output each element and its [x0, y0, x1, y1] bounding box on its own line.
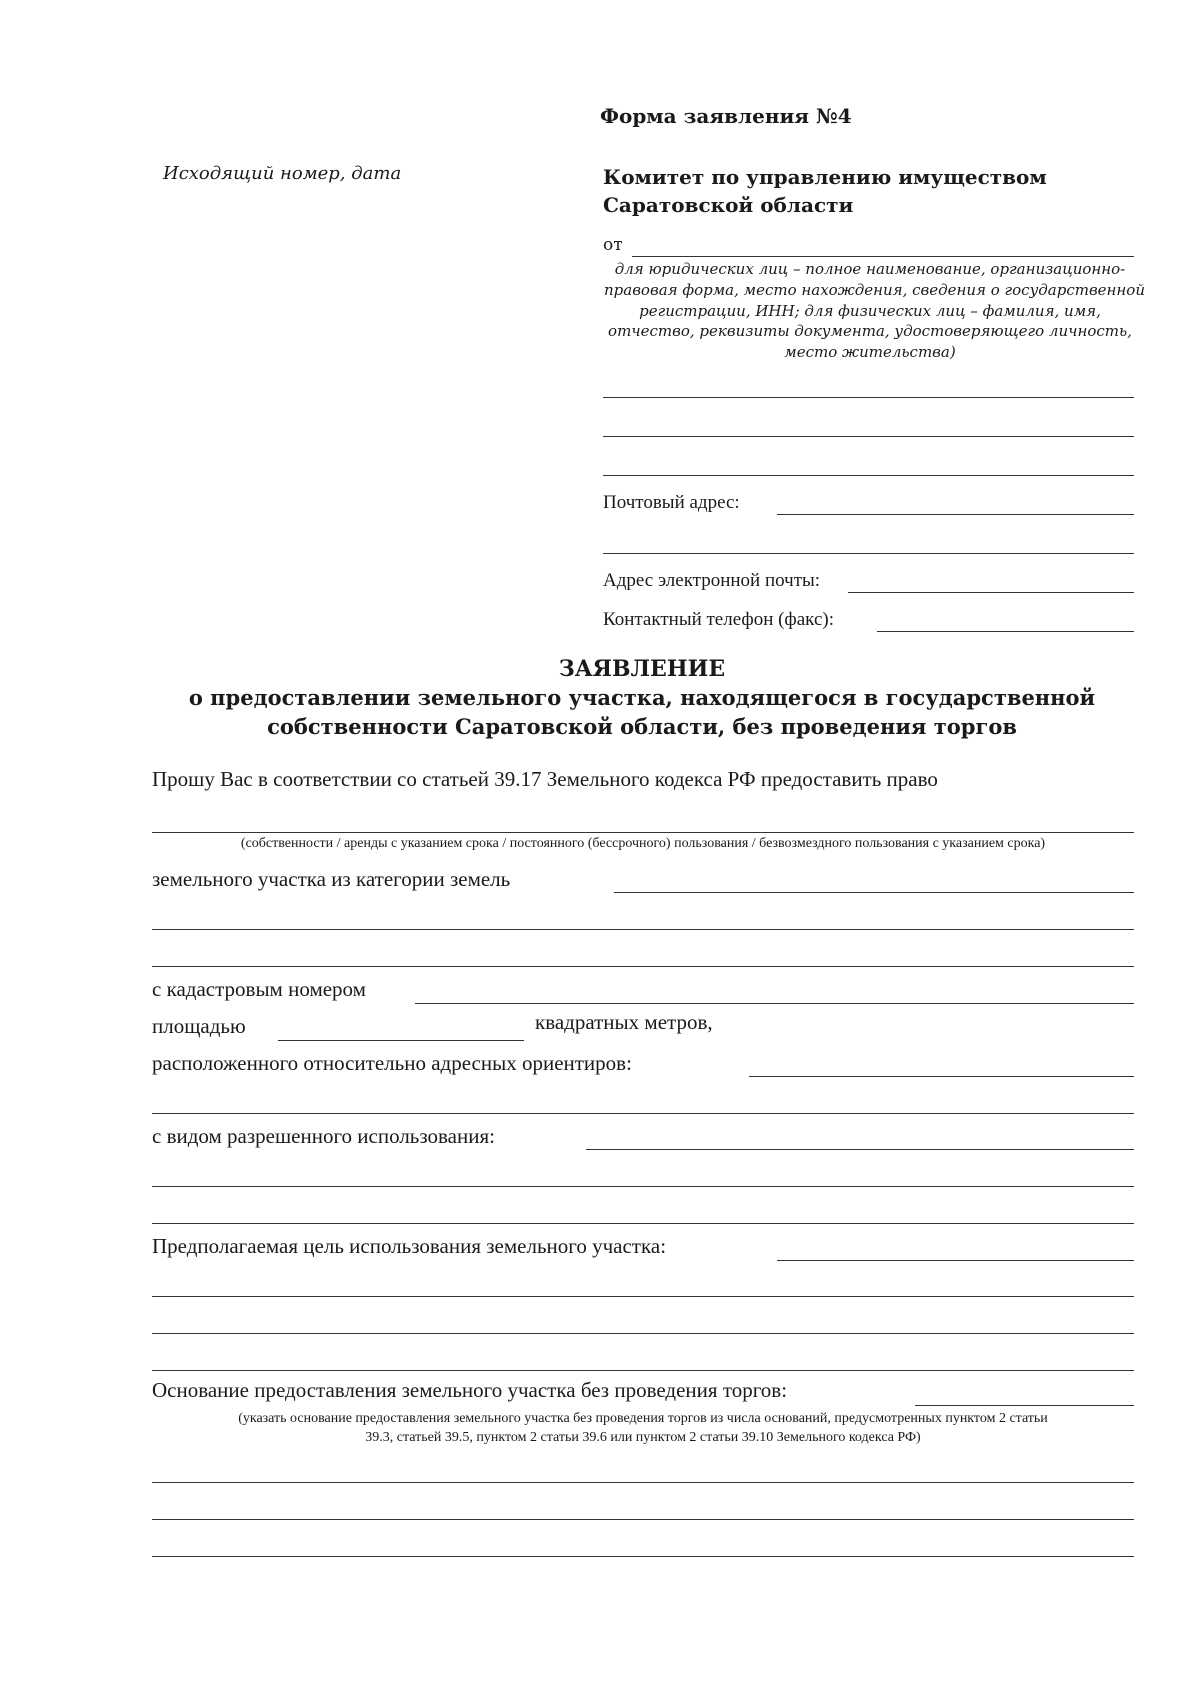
document-subtitle-2: собственности Саратовской области, без проведения торгов — [267, 714, 1017, 739]
permitted-use-label: с видом разрешенного использования: — [152, 1124, 495, 1148]
permitted-use-line-3[interactable] — [152, 1223, 1134, 1224]
applicant-line-3[interactable] — [603, 475, 1134, 476]
location-label: расположенного относительно адресных ориентиров: — [152, 1051, 632, 1075]
purpose-label: Предполагаемая цель использования земельного участка: — [152, 1234, 667, 1258]
applicant-hint-3: регистрации, ИНН; для физических лиц – фамилия, имя, — [639, 302, 1101, 320]
outgoing-number-label: Исходящий номер, дата — [163, 163, 402, 184]
phone-field[interactable] — [877, 631, 1134, 632]
purpose-field[interactable] — [777, 1260, 1134, 1261]
document-title: ЗАЯВЛЕНИЕ — [558, 656, 726, 682]
postal-address-label: Почтовый адрес: — [603, 492, 740, 513]
document-subtitle-1: о предоставлении земельного участка, находящегося в государственной — [188, 685, 1096, 710]
email-field[interactable] — [848, 592, 1134, 593]
purpose-line-3[interactable] — [152, 1333, 1134, 1334]
cadastral-number-field[interactable] — [415, 1003, 1134, 1004]
email-label: Адрес электронной почты: — [603, 570, 821, 591]
basis-line-2[interactable] — [152, 1482, 1134, 1483]
basis-field[interactable] — [915, 1405, 1134, 1406]
basis-hint-1: (указать основание предоставления земельного участка без проведения торгов из числа оснований, предусмотренных пунктом 2 статьи — [238, 1411, 1048, 1426]
postal-address-line-2[interactable] — [603, 553, 1134, 554]
purpose-line-2[interactable] — [152, 1296, 1134, 1297]
location-line-2[interactable] — [152, 1113, 1134, 1114]
land-category-label: земельного участка из категории земель — [152, 867, 511, 891]
location-field[interactable] — [749, 1076, 1134, 1077]
permitted-use-field[interactable] — [586, 1149, 1134, 1150]
purpose-line-4[interactable] — [152, 1370, 1134, 1371]
phone-label: Контактный телефон (факс): — [603, 609, 834, 630]
applicant-name-field[interactable] — [632, 256, 1134, 257]
basis-line-3[interactable] — [152, 1519, 1134, 1520]
right-type-field[interactable] — [152, 832, 1134, 833]
land-category-line-3[interactable] — [152, 966, 1134, 967]
land-category-field[interactable] — [614, 892, 1134, 893]
applicant-hint-5: место жительства) — [784, 343, 956, 361]
request-text: Прошу Вас в соответствии со статьей 39.17 Земельного кодекса РФ предоставить право — [152, 767, 938, 791]
from-label: от — [603, 235, 623, 255]
area-field[interactable] — [278, 1040, 524, 1041]
right-type-hint: (собственности / аренды с указанием срока / постоянного (бессрочного) пользования / безвозмездного пользования с указанием срока) — [240, 836, 1046, 851]
permitted-use-line-2[interactable] — [152, 1186, 1134, 1187]
basis-hint-2: 39.3, статьей 39.5, пунктом 2 статьи 39.6 или пунктом 2 статьи 39.10 Земельного кодекса РФ) — [365, 1430, 921, 1445]
form-title: Форма заявления №4 — [600, 104, 852, 128]
applicant-hint-1: для юридических лиц – полное наименование, организационно- — [614, 260, 1126, 278]
applicant-line-2[interactable] — [603, 436, 1134, 437]
applicant-hint-4: отчество, реквизиты документа, удостоверяющего личность, — [608, 322, 1132, 340]
cadastral-label: с кадастровым номером — [152, 977, 366, 1001]
area-label: площадью — [152, 1014, 246, 1038]
area-unit-label: квадратных метров, — [535, 1010, 713, 1034]
postal-address-field[interactable] — [777, 514, 1134, 515]
recipient-line-1: Комитет по управлению имуществом — [603, 165, 1047, 189]
applicant-hint-2: правовая форма, место нахождения, сведения о государственной — [604, 281, 1146, 299]
applicant-line-1[interactable] — [603, 397, 1134, 398]
recipient-line-2: Саратовской области — [603, 193, 854, 217]
basis-line-4[interactable] — [152, 1556, 1134, 1557]
basis-label: Основание предоставления земельного участка без проведения торгов: — [152, 1378, 788, 1402]
land-category-line-2[interactable] — [152, 929, 1134, 930]
